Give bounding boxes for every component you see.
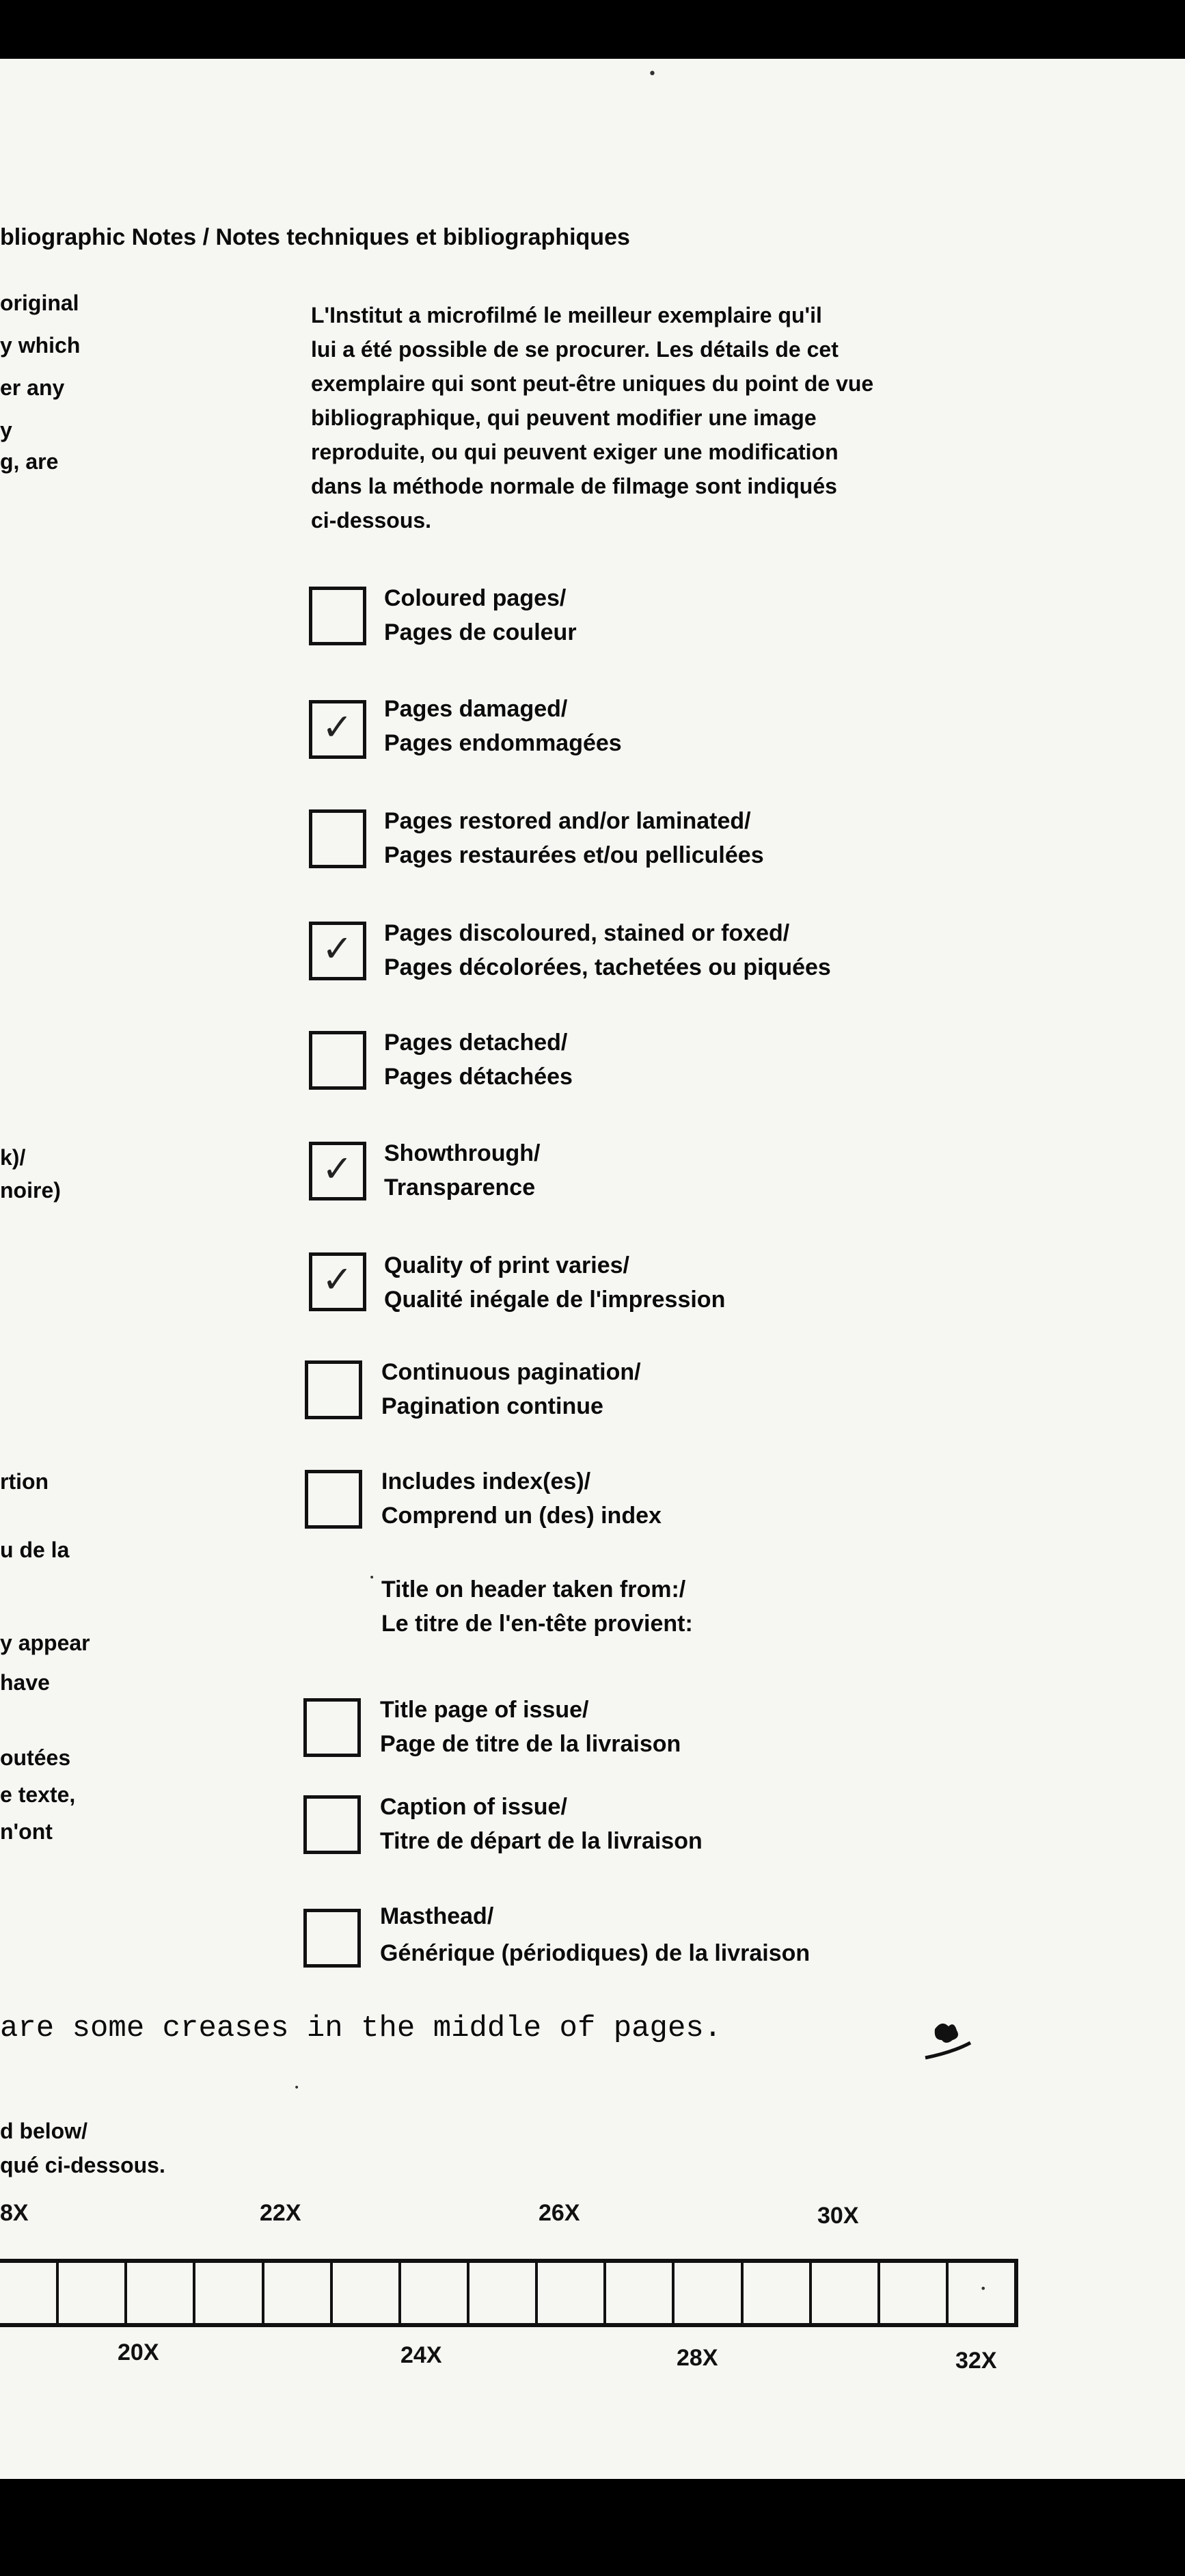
grid-cell xyxy=(59,2263,127,2323)
header-title: bliographic Notes / Notes techniques et bibliographiques xyxy=(0,224,630,250)
item-label-fr: Pages décolorées, tachetées ou piquées xyxy=(384,954,831,980)
item-label-en: Masthead/ xyxy=(380,1903,494,1929)
checkbox-pages-discoloured[interactable] xyxy=(309,922,366,980)
checkbox-title-page-of-issue[interactable] xyxy=(303,1698,361,1757)
grid-cell xyxy=(744,2263,812,2323)
reduction-grid xyxy=(0,2259,1018,2327)
item-label-fr: Pages de couleur xyxy=(384,619,577,645)
item-label-en: Pages restored and/or laminated/ xyxy=(384,808,751,834)
grid-cell xyxy=(469,2263,538,2323)
left-fragment: y xyxy=(0,418,12,442)
left-fragment: original xyxy=(0,291,79,315)
grid-cell xyxy=(880,2263,949,2323)
grid-cell xyxy=(675,2263,743,2323)
left-fragment: rtion xyxy=(0,1469,49,1494)
intro-line: exemplaire qui sont peut-être uniques du point de vue xyxy=(311,371,874,396)
checkbox-includes-index[interactable] xyxy=(305,1470,362,1529)
speck-mark-icon: • xyxy=(648,66,657,83)
scale-label-bottom: 24X xyxy=(400,2342,442,2368)
left-fragment: y which xyxy=(0,333,81,358)
title-header-en: Title on header taken from:/ xyxy=(381,1577,686,1602)
item-label-fr: Pages restaurées et/ou pelliculées xyxy=(384,842,764,868)
grid-cell xyxy=(401,2263,469,2323)
left-fragment: y appear xyxy=(0,1631,90,1655)
reduction-line: d below/ xyxy=(0,2119,87,2143)
item-label-en: Pages damaged/ xyxy=(384,696,568,722)
left-fragment: k)/ xyxy=(0,1145,26,1170)
checkmark-icon: ✓ xyxy=(322,927,353,970)
left-fragment: n'ont xyxy=(0,1819,53,1844)
checkbox-caption-of-issue[interactable] xyxy=(303,1795,361,1854)
checkmark-icon: ✓ xyxy=(322,1147,353,1190)
intro-line: ci-dessous. xyxy=(311,508,432,533)
ink-mark-icon xyxy=(923,2014,1005,2082)
scale-label-top: 22X xyxy=(260,2200,301,2226)
grid-cell xyxy=(195,2263,264,2323)
grid-cell xyxy=(264,2263,333,2323)
item-label-en: Quality of print varies/ xyxy=(384,1252,629,1278)
checkbox-pages-restored[interactable] xyxy=(309,809,366,868)
item-label-fr: Transparence xyxy=(384,1175,536,1200)
intro-line: lui a été possible de se procurer. Les détails de cet xyxy=(311,337,839,362)
intro-line: L'Institut a microfilmé le meilleur exemplaire qu'il xyxy=(311,303,822,327)
left-fragment: have xyxy=(0,1670,50,1695)
checkbox-showthrough[interactable] xyxy=(309,1142,366,1200)
speck-mark-icon: • xyxy=(980,2282,987,2295)
item-label-en: Pages detached/ xyxy=(384,1030,568,1056)
left-fragment: noire) xyxy=(0,1178,61,1203)
checkbox-pages-detached[interactable] xyxy=(309,1031,366,1090)
intro-line: dans la méthode normale de filmage sont indiqués xyxy=(311,474,837,498)
item-label-en: Pages discoloured, stained or foxed/ xyxy=(384,920,790,946)
checkbox-pages-damaged[interactable] xyxy=(309,700,366,759)
item-label-fr: Pagination continue xyxy=(381,1393,603,1419)
scanned-page xyxy=(0,59,1185,2479)
intro-line: bibliographique, qui peuvent modifier une image xyxy=(311,405,817,430)
checkbox-continuous-pagination[interactable] xyxy=(305,1360,362,1419)
grid-cell xyxy=(606,2263,675,2323)
scale-label-top: 30X xyxy=(817,2203,859,2229)
item-label-fr: Pages endommagées xyxy=(384,730,622,756)
grid-cell xyxy=(812,2263,880,2323)
scale-label-bottom: 32X xyxy=(955,2348,997,2374)
left-fragment: outées xyxy=(0,1745,71,1770)
scale-label-top: 26X xyxy=(539,2200,580,2226)
speck-mark-icon: • xyxy=(369,1572,375,1583)
checkmark-icon: ✓ xyxy=(322,1258,353,1301)
reduction-line: qué ci-dessous. xyxy=(0,2153,165,2177)
checkbox-quality-of-print[interactable] xyxy=(309,1252,366,1311)
item-label-fr: Titre de départ de la livraison xyxy=(380,1828,703,1854)
left-fragment: er any xyxy=(0,375,65,400)
item-label-en: Title page of issue/ xyxy=(380,1697,589,1723)
item-label-fr: Comprend un (des) index xyxy=(381,1503,662,1529)
scale-label-bottom: 20X xyxy=(118,2339,159,2365)
intro-line: reproduite, ou qui peuvent exiger une modification xyxy=(311,440,839,464)
grid-cell xyxy=(0,2263,59,2323)
title-header-fr: Le titre de l'en-tête provient: xyxy=(381,1611,693,1637)
left-fragment: g, are xyxy=(0,449,59,474)
item-label-en: Continuous pagination/ xyxy=(381,1359,641,1385)
item-label-fr: Page de titre de la livraison xyxy=(380,1731,681,1757)
item-label-fr: Qualité inégale de l'impression xyxy=(384,1287,726,1313)
scale-label-bottom: 28X xyxy=(677,2345,718,2371)
item-label-fr: Générique (périodiques) de la livraison xyxy=(380,1940,811,1966)
grid-cell xyxy=(127,2263,195,2323)
scale-label-top: 8X xyxy=(0,2200,29,2226)
typed-note: are some creases in the middle of pages. xyxy=(0,2011,722,2045)
checkbox-coloured-pages[interactable] xyxy=(309,587,366,645)
item-label-en: Caption of issue/ xyxy=(380,1794,567,1820)
item-label-en: Coloured pages/ xyxy=(384,585,567,611)
item-label-fr: Pages détachées xyxy=(384,1064,573,1090)
left-fragment: u de la xyxy=(0,1538,70,1562)
item-label-en: Includes index(es)/ xyxy=(381,1468,591,1494)
grid-cell xyxy=(333,2263,401,2323)
item-label-en: Showthrough/ xyxy=(384,1140,541,1166)
left-fragment: e texte, xyxy=(0,1782,76,1807)
grid-cell xyxy=(538,2263,606,2323)
speck-mark-icon: • xyxy=(294,2082,300,2093)
checkbox-masthead[interactable] xyxy=(303,1909,361,1968)
checkmark-icon: ✓ xyxy=(322,706,353,749)
